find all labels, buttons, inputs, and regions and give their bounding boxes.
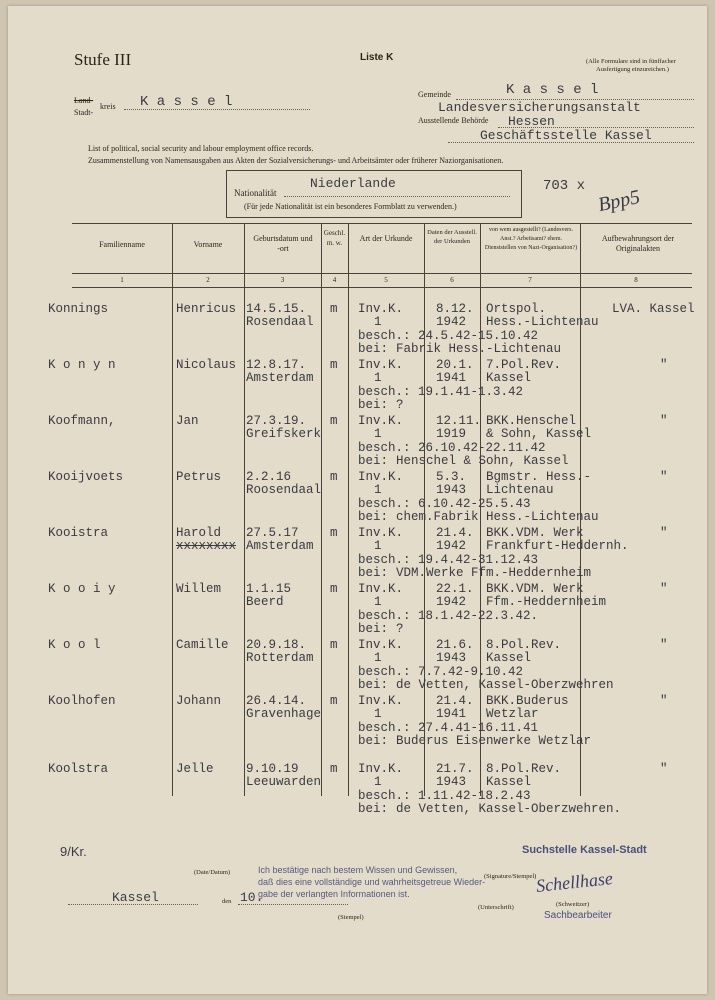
corner-note-1: (Alle Formulare sind in fünffacher	[586, 58, 676, 65]
row-geburtsort: Amsterdam	[246, 371, 314, 385]
row-vorname: Nicolaus	[176, 358, 237, 372]
row-beschaeftigt: 6.10.42-25.5.43	[418, 497, 531, 511]
place: Kassel	[112, 890, 159, 905]
row-geburtsdatum: 26.4.14.	[246, 694, 307, 708]
behoerde-value-3: Geschäftsstelle Kassel	[480, 128, 652, 143]
row-geschlecht: m	[330, 582, 338, 596]
row-datum: 21.4.	[436, 694, 474, 708]
row-datum-jahr: 1943	[436, 775, 467, 789]
row-datum-jahr: 1943	[436, 651, 467, 665]
confirmation-text	[258, 864, 485, 900]
row-datum: 21.6.	[436, 638, 474, 652]
row-beschaeftigt: 24.5.42-15.10.42	[418, 329, 539, 343]
row-familienname: Kooijvoets	[48, 470, 124, 484]
row-familienname: K o n y n	[48, 358, 116, 372]
row-geburtsort: Amsterdam	[246, 539, 314, 553]
row-von-wem-2: Kassel	[486, 775, 532, 789]
doc-number: 703 x	[543, 178, 586, 194]
row-art-count: 1	[374, 427, 382, 441]
den-label: den	[222, 898, 232, 905]
row-von-wem: BKK.VDM. Werk	[486, 526, 584, 540]
confirmation-line-2: daß dies eine vollständige und wahrheitsgetreue Wieder-	[258, 877, 486, 887]
row-art: Inv.K.	[358, 302, 404, 316]
corner-note-2: Ausfertigung einzureichen.)	[596, 66, 669, 73]
row-bei: ?	[396, 398, 404, 412]
col-num-8: 8	[634, 276, 638, 284]
row-geburtsort: Greifskerk	[246, 427, 322, 441]
row-datum: 8.12.	[436, 302, 474, 316]
row-datum-jahr: 1942	[436, 595, 467, 609]
row-bei: Buderus Eisenwerke Wetzlar	[396, 734, 592, 748]
confirmation-line-3: gabe der verlangten Informationen ist.	[258, 889, 410, 899]
col-header-art: Art der Urkunde	[359, 234, 413, 243]
row-geschlecht: m	[330, 638, 338, 652]
col-header-geschlecht: Geschl. m. w.	[323, 229, 346, 247]
row-vorname: Henricus	[176, 302, 237, 316]
row-beschaeftigt: 19.4.42-31.12.43	[418, 553, 539, 567]
row-bei-label: bei:	[358, 398, 389, 412]
row-bei: chem.Fabrik Hess.-Lichtenau	[396, 510, 599, 524]
col-num-6: 6	[450, 276, 454, 284]
row-beschaeftigt: 18.1.42-22.3.42.	[418, 609, 539, 623]
row-geburtsdatum: 12.8.17.	[246, 358, 307, 372]
gemeinde-label: Gemeinde	[418, 90, 451, 99]
row-bei: VDM.Werke Ffm.-Heddernheim	[396, 566, 592, 580]
row-geburtsort: Gravenhage	[246, 707, 322, 721]
row-bei-label: bei:	[358, 342, 389, 356]
row-datum-jahr: 1919	[436, 427, 467, 441]
row-geburtsort: Rosendaal	[246, 315, 314, 329]
row-datum: 5.3.	[436, 470, 467, 484]
row-besch-label: besch.:	[358, 609, 411, 623]
row-datum: 22.1.	[436, 582, 474, 596]
date-label: (Date/Datum)	[194, 869, 231, 876]
row-art: Inv.K.	[358, 638, 404, 652]
row-von-wem: BKK.VDM. Werk	[486, 582, 584, 596]
row-art-count: 1	[374, 707, 382, 721]
row-beschaeftigt: 19.1.41-1.3.42	[418, 385, 524, 399]
row-geschlecht: m	[330, 302, 338, 316]
row-vorname: Jan	[176, 414, 199, 428]
row-besch-label: besch.:	[358, 553, 411, 567]
col-header-aufbewahrung: Aufbewahrungsort der Originalakten	[601, 234, 675, 253]
stufe-title: Stufe III	[74, 50, 132, 69]
list-german: Zusammenstellung von Namensausgaben aus Akten der Sozialversicherungs- und Arbeitsämter oder früherer Naziorganisationen.	[88, 156, 504, 165]
signature: Schellhase	[535, 868, 614, 896]
row-bei: Henschel & Sohn, Kassel	[396, 454, 569, 468]
row-besch-label: besch.:	[358, 441, 411, 455]
row-vorname: Petrus	[176, 470, 222, 484]
row-bei-label: bei:	[358, 454, 389, 468]
row-art: Inv.K.	[358, 526, 404, 540]
row-von-wem: BKK.Buderus	[486, 694, 569, 708]
row-familienname: K o o l	[48, 638, 101, 652]
row-geburtsdatum: 20.9.18.	[246, 638, 307, 652]
row-aufbewahrung: "	[660, 526, 668, 540]
row-geburtsort: Roosendaal	[246, 483, 322, 497]
row-besch-label: besch.:	[358, 385, 411, 399]
document-page	[8, 6, 707, 994]
row-datum-jahr: 1943	[436, 483, 467, 497]
row-datum: 12.11.	[436, 414, 482, 428]
col-num-7: 7	[528, 276, 532, 284]
row-geschlecht: m	[330, 470, 338, 484]
row-geschlecht: m	[330, 762, 338, 776]
row-aufbewahrung: "	[660, 694, 668, 708]
row-beschaeftigt: 1.11.42-18.2.43	[418, 789, 531, 803]
row-familienname: K o o i y	[48, 582, 116, 596]
row-bei-label: bei:	[358, 510, 389, 524]
row-art: Inv.K.	[358, 358, 404, 372]
col-header-familienname: Familienname	[99, 240, 145, 249]
row-aufbewahrung: "	[660, 582, 668, 596]
row-bei-label: bei:	[358, 678, 389, 692]
row-familienname: Kooistra	[48, 526, 109, 540]
kreis-label: kreis	[100, 102, 116, 111]
row-von-wem: Ortspol.	[486, 302, 547, 316]
row-art: Inv.K.	[358, 470, 404, 484]
row-von-wem: BKK.Henschel	[486, 414, 577, 428]
row-art-count: 1	[374, 651, 382, 665]
office-stamp: Suchstelle Kassel-Stadt	[522, 844, 647, 856]
row-beschaeftigt: 7.7.42-9.10.42	[418, 665, 524, 679]
row-von-wem-2: & Sohn, Kassel	[486, 427, 592, 441]
row-familienname: Koolhofen	[48, 694, 116, 708]
sachbearbeiter-stamp: Sachbearbeiter	[544, 910, 612, 921]
row-vorname: Willem	[176, 582, 222, 596]
schweitzer-label: (Schweitzer)	[556, 901, 590, 908]
row-besch-label: besch.:	[358, 329, 411, 343]
row-bei-label: bei:	[358, 734, 389, 748]
list-english: List of political, social security and labour employment office records.	[88, 144, 314, 153]
row-von-wem-2: Kassel	[486, 371, 532, 385]
nationality-label: Nationalität	[234, 188, 277, 198]
row-geburtsdatum: 27.3.19.	[246, 414, 307, 428]
col-num-1: 1	[120, 276, 124, 284]
col-header-daten: Daten der Ausstell. der Urkunden	[427, 229, 477, 245]
col-num-3: 3	[280, 276, 285, 284]
row-geburtsdatum: 2.2.16	[246, 470, 292, 484]
row-datum-jahr: 1941	[436, 707, 467, 721]
ausstellende-label: Ausstellende Behörde	[418, 116, 489, 125]
row-datum: 20.1.	[436, 358, 474, 372]
date-value: 10.	[240, 890, 264, 905]
row-aufbewahrung: "	[660, 414, 668, 428]
row-art-count: 1	[374, 315, 382, 329]
row-aufbewahrung: "	[660, 638, 668, 652]
liste-title: Liste K	[360, 52, 394, 63]
row-von-wem-2: Frankfurt-Heddernh.	[486, 539, 629, 553]
row-bei: de Vetten, Kassel-Oberzwehren	[396, 678, 614, 692]
row-aufbewahrung: LVA. Kassel	[612, 302, 695, 316]
row-geschlecht: m	[330, 358, 338, 372]
row-vorname: Camille	[176, 638, 229, 652]
col-header-geburt: Geburtsdatum und -ort	[253, 234, 313, 253]
row-bei: Fabrik Hess.-Lichtenau	[396, 342, 562, 356]
row-vorname: Harold	[176, 526, 222, 540]
row-art-count: 1	[374, 595, 382, 609]
col-num-5: 5	[384, 276, 388, 284]
unterschrift-label: (Unterschrift)	[478, 904, 514, 911]
stadt-label: Stadt-	[74, 108, 94, 117]
row-art-count: 1	[374, 539, 382, 553]
row-geburtsort: Rotterdam	[246, 651, 314, 665]
row-art: Inv.K.	[358, 582, 404, 596]
behoerde-value-1: Landesversicherungsanstalt	[438, 100, 641, 115]
row-beschaeftigt: 26.10.42-22.11.42	[418, 441, 546, 455]
row-art: Inv.K.	[358, 414, 404, 428]
row-geburtsort: Leeuwarden	[246, 775, 322, 789]
row-datum-jahr: 1942	[436, 539, 467, 553]
row-beschaeftigt: 27.4.41-16.11.41	[418, 721, 539, 735]
row-art-count: 1	[374, 775, 382, 789]
row-besch-label: besch.:	[358, 721, 411, 735]
row-aufbewahrung: "	[660, 470, 668, 484]
row-vorname: Jelle	[176, 762, 214, 776]
row-von-wem-2: Ffm.-Heddernheim	[486, 595, 607, 609]
row-bei-label: bei:	[358, 802, 389, 816]
row-von-wem: Bgmstr. Hess.-	[486, 470, 592, 484]
row-datum-jahr: 1942	[436, 315, 467, 329]
row-familienname: Konnings	[48, 302, 109, 316]
row-geschlecht: m	[330, 694, 338, 708]
row-bei: ?	[396, 622, 404, 636]
row-besch-label: besch.:	[358, 665, 411, 679]
reference-number: 9/Kr.	[60, 844, 87, 859]
row-aufbewahrung: "	[660, 762, 668, 776]
col-header-vorname: Vorname	[193, 240, 223, 249]
row-von-wem-2: Wetzlar	[486, 707, 539, 721]
row-geschlecht: m	[330, 526, 338, 540]
row-besch-label: besch.:	[358, 789, 411, 803]
row-von-wem-2: Hess.-Lichtenau	[486, 315, 599, 329]
row-bei-label: bei:	[358, 622, 389, 636]
row-bei: de Vetten, Kassel-Oberzwehren.	[396, 802, 622, 816]
row-art-count: 1	[374, 483, 382, 497]
row-von-wem: 8.Pol.Rev.	[486, 638, 562, 652]
row-datum-jahr: 1941	[436, 371, 467, 385]
row-von-wem: 7.Pol.Rev.	[486, 358, 562, 372]
row-besch-label: besch.:	[358, 497, 411, 511]
row-geburtsdatum: 9.10.19	[246, 762, 299, 776]
stempel-label: (Stempel)	[338, 914, 364, 921]
signature-label: (Signature/Stempel)	[484, 873, 537, 880]
row-familienname: Koofmann,	[48, 414, 116, 428]
row-datum: 21.4.	[436, 526, 474, 540]
kreis-value: K a s s e l	[140, 94, 233, 110]
row-datum: 21.7.	[436, 762, 474, 776]
row-vorname-struck: xxxxxxxx	[176, 539, 237, 553]
row-bei-label: bei:	[358, 566, 389, 580]
row-geburtsdatum: 27.5.17	[246, 526, 299, 540]
col-header-von-wem: von wem ausgestellt? (Landesvers. Anst.? Arbeitsamt? ehem. Dienststellen von Nazi-Organisation?)	[484, 227, 578, 251]
row-geburtsdatum: 14.5.15.	[246, 302, 307, 316]
handwritten-mark: Bpp5	[596, 185, 642, 217]
behoerde-value-2: Hessen	[508, 114, 555, 129]
row-art: Inv.K.	[358, 694, 404, 708]
nationality-note: (Für jede Nationalität ist ein besonderes Formblatt zu verwenden.)	[244, 202, 457, 211]
row-von-wem: 8.Pol.Rev.	[486, 762, 562, 776]
row-von-wem-2: Lichtenau	[486, 483, 554, 497]
row-art-count: 1	[374, 371, 382, 385]
row-aufbewahrung: "	[660, 358, 668, 372]
landkreis-label: Land-	[74, 96, 94, 105]
row-geburtsort: Beerd	[246, 595, 284, 609]
col-num-4: 4	[332, 276, 337, 284]
confirmation-line-1: Ich bestätige nach bestem Wissen und Gewissen,	[258, 865, 458, 875]
row-geburtsdatum: 1.1.15	[246, 582, 292, 596]
gemeinde-value: K a s s e l	[506, 82, 599, 98]
col-num-2: 2	[206, 276, 210, 284]
row-familienname: Koolstra	[48, 762, 109, 776]
row-geschlecht: m	[330, 414, 338, 428]
row-von-wem-2: Kassel	[486, 651, 532, 665]
nationality-value: Niederlande	[310, 176, 396, 191]
row-art: Inv.K.	[358, 762, 404, 776]
row-vorname: Johann	[176, 694, 222, 708]
